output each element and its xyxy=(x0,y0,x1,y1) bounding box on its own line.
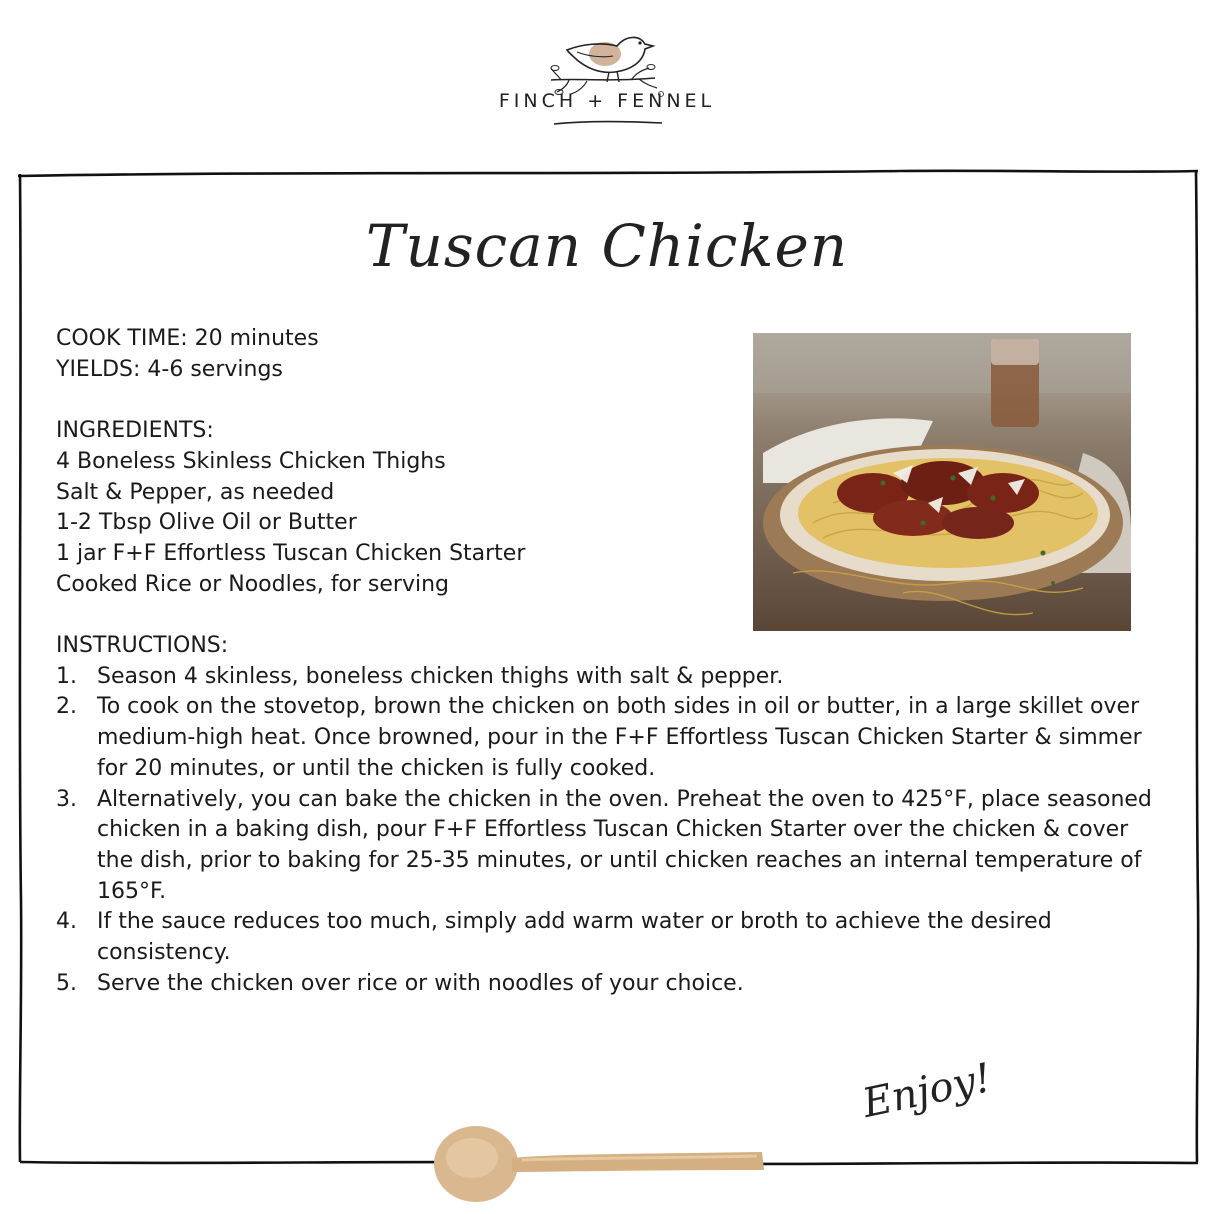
instruction-step: 3. Alternatively, you can bake the chicken in the oven. Preheat the oven to 425°F, place seasoned chicken in a baking dish, pour F+F Effortless Tuscan Chicken Starter over the chicken & cover the dish, prior to baking for 25-35 minutes, or until chicken reaches an internal temperature of 165°F. xyxy=(56,786,1152,904)
ingredient-item: Salt & Pepper, as needed xyxy=(56,479,335,505)
recipe-title: Tuscan Chicken xyxy=(365,212,849,280)
cook-time: COOK TIME: 20 minutes xyxy=(56,326,319,351)
instruction-step: 1. Season 4 skinless, boneless chicken thighs with salt & pepper. xyxy=(56,663,784,689)
instructions-heading: INSTRUCTIONS: xyxy=(56,633,229,658)
instruction-step: 4. If the sauce reduces too much, simply add warm water or broth to achieve the desired consistency. xyxy=(56,909,1052,966)
ingredient-item: 1-2 Tbsp Olive Oil or Butter xyxy=(56,510,357,536)
dish-photo xyxy=(753,333,1131,631)
enjoy-signoff: Enjoy! xyxy=(858,1054,996,1128)
instruction-step: 5. Serve the chicken over rice or with noodles of your choice. xyxy=(56,970,744,996)
ingredients-heading: INGREDIENTS: xyxy=(56,418,214,444)
yields: YIELDS: 4-6 servings xyxy=(56,356,283,382)
ingredient-item: Cooked Rice or Noodles, for serving xyxy=(56,571,450,597)
ingredient-item: 1 jar F+F Effortless Tuscan Chicken Starter xyxy=(56,540,526,566)
ingredient-item: 4 Boneless Skinless Chicken Thighs xyxy=(56,448,446,474)
brand-name: FINCH + FENNEL xyxy=(498,90,716,112)
wooden-spoon-icon xyxy=(432,1118,772,1208)
instructions-list xyxy=(56,662,1156,1000)
instruction-step: 2. To cook on the stovetop, brown the chicken on both sides in oil or butter, in a large skillet over medium-high heat. Once browned, pour in the F+F Effortless Tuscan Chicken Starter & simmer for 20 minutes, or until the chicken is fully cooked. xyxy=(56,694,1142,781)
